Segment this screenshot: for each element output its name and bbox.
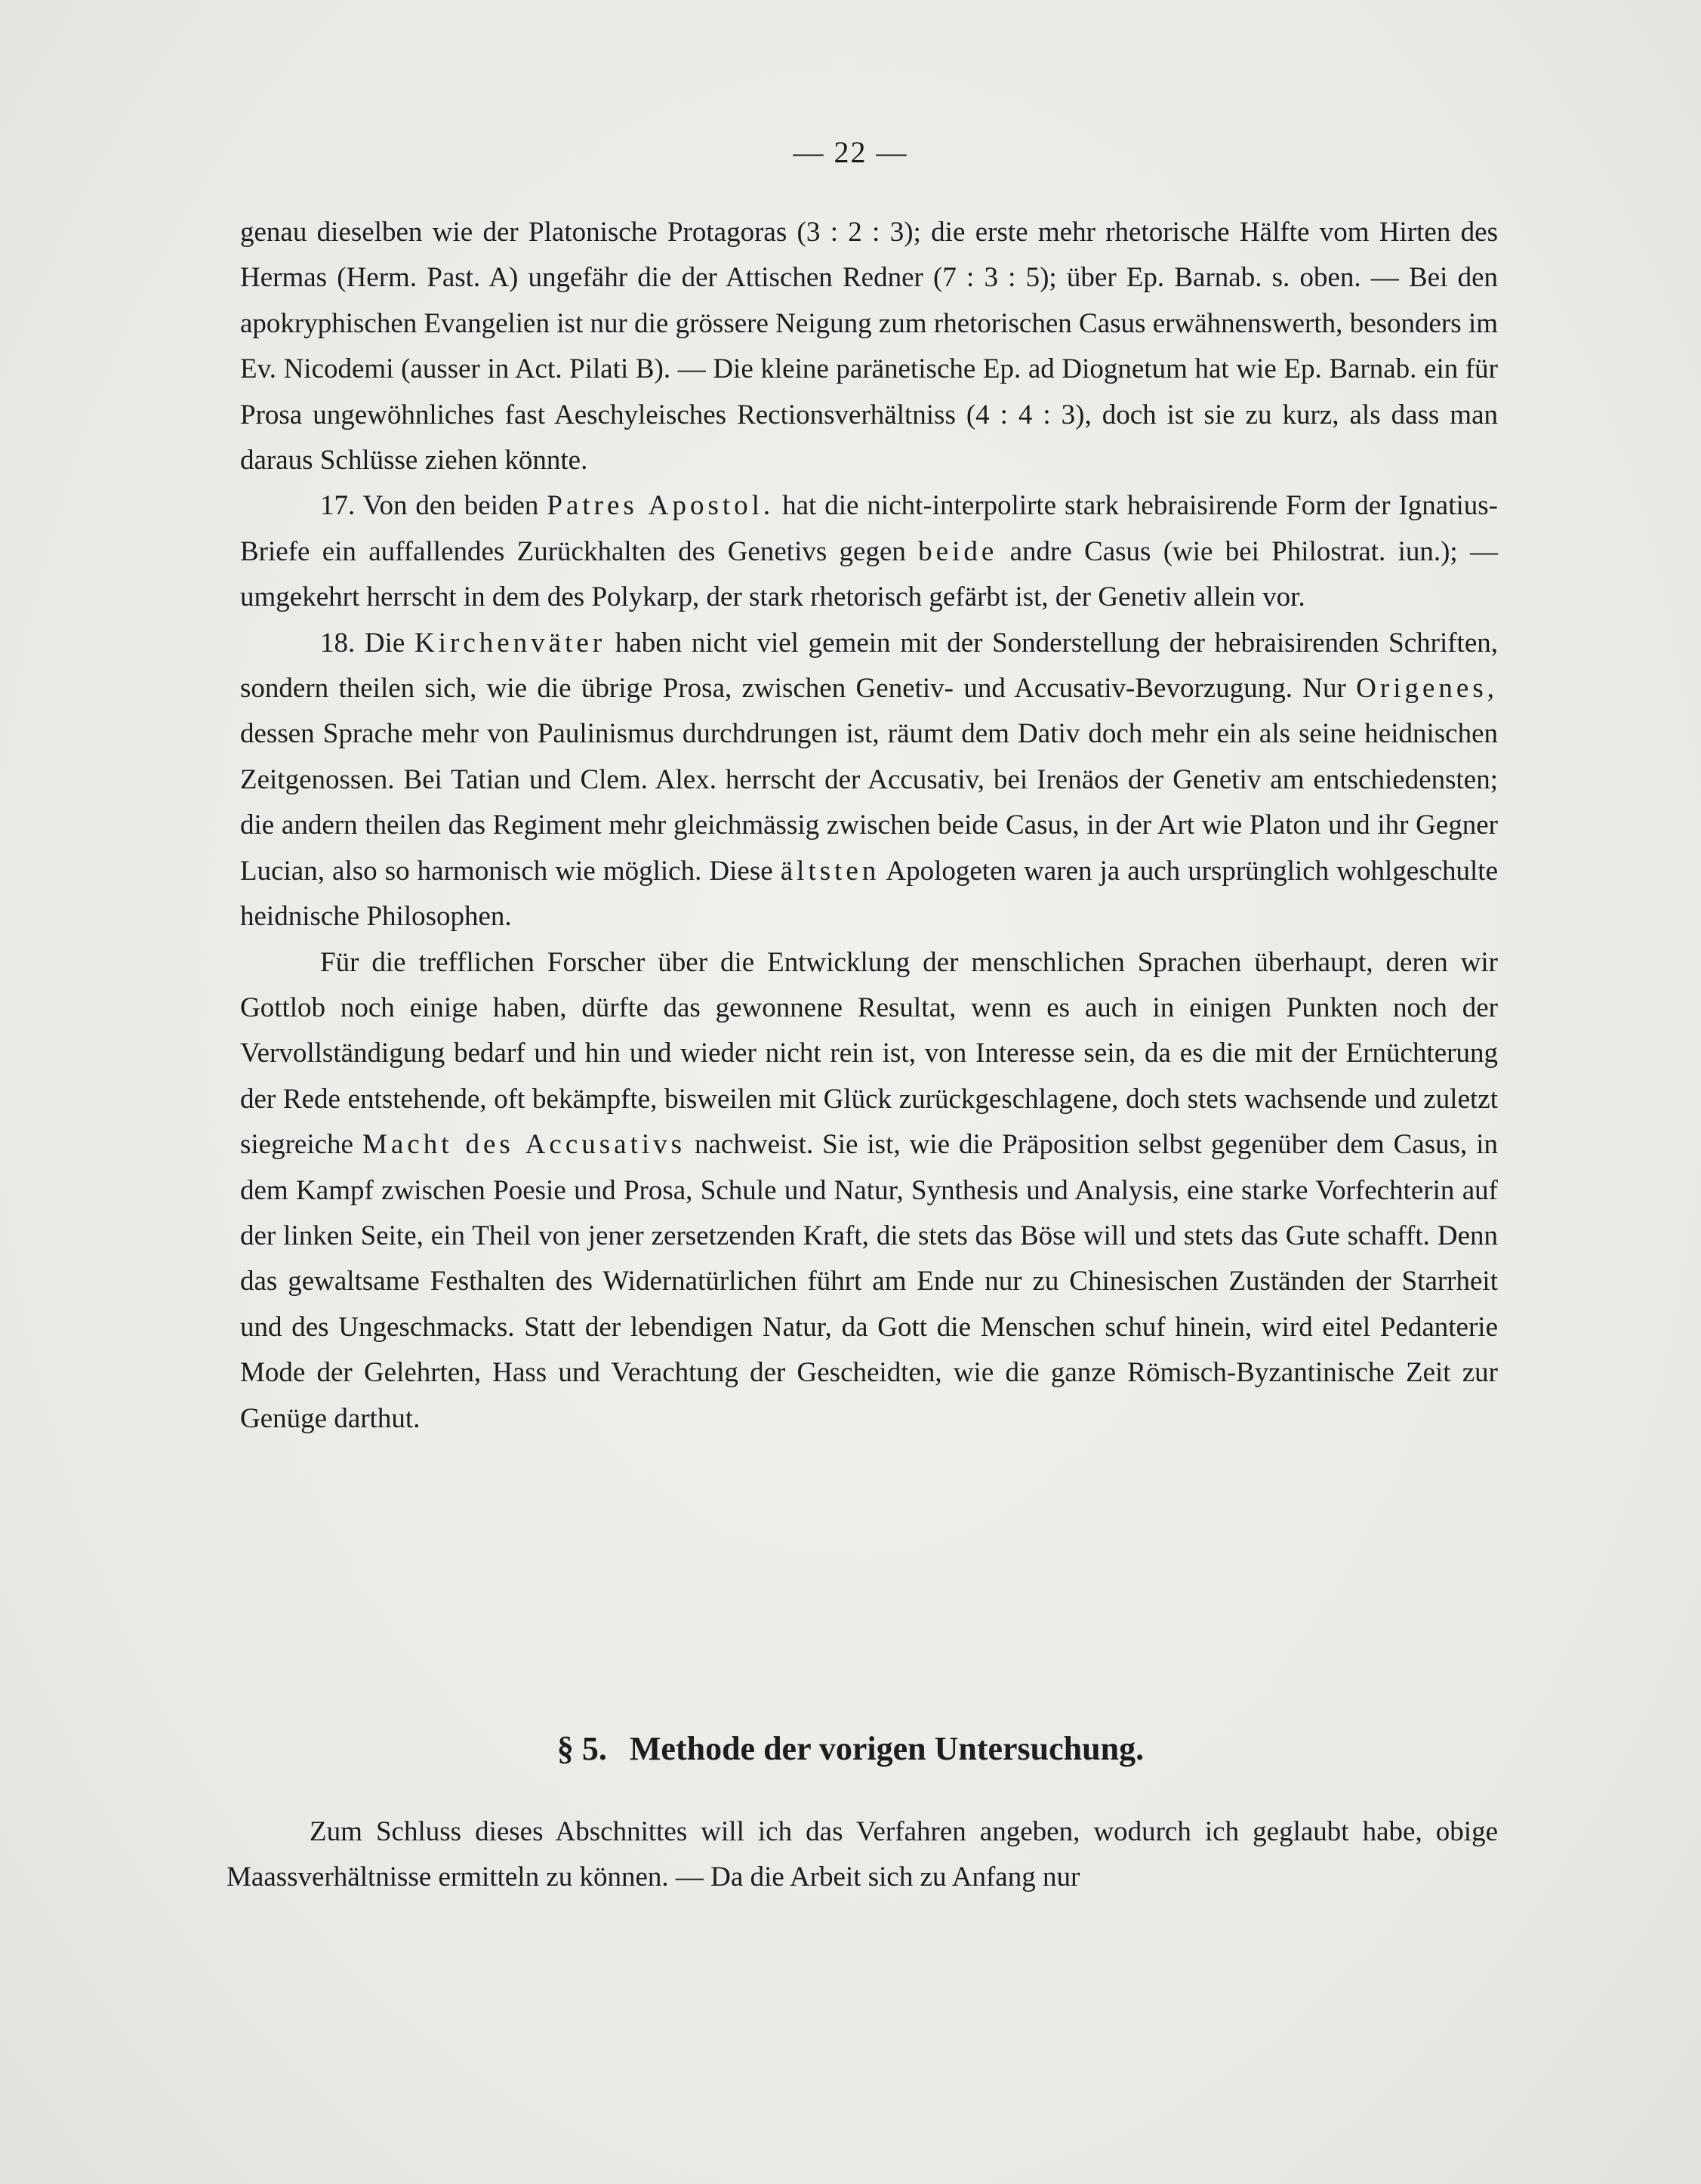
paragraph-18-text-g: Apologeten waren ja auch ursprünglich wohlgeschulte heidnische Philosophen. bbox=[240, 855, 1499, 933]
emphasis-macht-des-accusativs: Macht des Accusativs bbox=[362, 1129, 686, 1161]
paragraph-17-text-e: andre Casus (wie bei Philostrat. iun.); — umgekehrt herrscht in dem des Polykarp, der stark rhetorisch gefärbt ist, der Genetiv allein vor. bbox=[240, 535, 1498, 613]
paragraph-1: genau dieselben wie der Platonische Protagoras (3 : 2 : 3); die erste mehr rhetorische Hälfte vom Hirten des Hermas (Herm. Past. A) ungefähr die der Attischen Redner (7 : 3 : 5); über Ep. Barnab. s. oben. — Bei den apokryphischen Evangelien ist nur die grössere Neigung zum rhetorischen Casus erwähnenswerth, besonders im Ev. Nicodemi (ausser in Act. Pilati B). — Die kleine paränetische Ep. ad Diognetum hat wie Ep. Barnab. ein für Prosa ungewöhnliches fast Aeschyleisches Rectionsverhältniss (4 : 4 : 3), doch ist sie zu kurz, als dass man daraus Schlüsse ziehen könnte. bbox=[240, 217, 1498, 477]
emphasis-patres-apostol: Patres Apostol. bbox=[547, 490, 775, 522]
paragraph-17 bbox=[240, 483, 1498, 620]
paragraph-17-text-c: hat die nicht-interpolirte stark hebraisirende Form der Ignatius-Briefe ein auffallendes Zurückhalten des Genetivs gegen bbox=[240, 490, 1499, 567]
emphasis-kirchenvaeter: Kirchenväter bbox=[414, 627, 606, 659]
paragraph-conclusion-text-a: Für die trefflichen Forscher über die Entwicklung der menschlichen Sprachen überhaupt, deren wir Gottlob noch einige haben, dürfte das gewonnene Resultat, wenn es auch in einigen Punkten noch der Vervollständigung bedarf und hin und wieder nicht rein ist, von Interesse sein, da es die mit der Ernüchterung der Rede entstehende, oft bekämpfte, bisweilen mit Glück zurückgeschlagene, doch stets wachsende und zuletzt siegreiche bbox=[240, 946, 1498, 1161]
paragraph-conclusion bbox=[240, 940, 1498, 1442]
emphasis-beide: beide bbox=[918, 535, 998, 567]
emphasis-origenes: Origenes, bbox=[1356, 673, 1498, 705]
paragraph-18-text-e: dessen Sprache mehr von Paulinismus durchdrungen ist, räumt dem Dativ doch mehr ein als seine heidnischen Zeitgenossen. Bei Tatian und Clem. Alex. herrscht der Accusativ, bei Irenäos der Genetiv am entschiedensten; die andern theilen das Regiment mehr gleichmässig zwischen beide Casus, in der Art wie Platon und ihr Gegner Lucian, also so harmonisch wie möglich. Diese bbox=[240, 718, 1498, 887]
main-text bbox=[240, 210, 1498, 1442]
paragraph-section-5: Zum Schluss dieses Abschnittes will ich das Verfahren angeben, wodurch ich geglaubt habe, obige Maassverhältnisse ermitteln zu können. — Da die Arbeit sich zu Anfang nur bbox=[226, 1816, 1498, 1893]
section-number: § 5. bbox=[556, 1730, 607, 1767]
paragraph-18 bbox=[240, 621, 1498, 940]
paragraph-18-text-a: 18. Die bbox=[320, 627, 405, 659]
section-text bbox=[226, 1809, 1498, 1901]
emphasis-aeltsten: ältsten bbox=[780, 855, 880, 887]
page-number: — 22 — bbox=[793, 135, 908, 169]
paragraph-18-text-c: haben nicht viel gemein mit der Sonderstellung der hebraisirenden Schriften, sondern theilen sich, wie die übrige Prosa, zwischen Genetiv- und Accusativ-Bevorzugung. Nur bbox=[240, 627, 1498, 705]
section-heading bbox=[0, 1729, 1701, 1768]
paragraph-17-text-a: 17. Von den beiden bbox=[320, 490, 539, 522]
section-title: Methode der vorigen Untersuchung. bbox=[629, 1730, 1145, 1767]
paragraph-conclusion-text-c: nachweist. Sie ist, wie die Präposition selbst gegenüber dem Casus, in dem Kampf zwischen Poesie und Prosa, Schule und Natur, Synthesis und Analysis, eine starke Vorfechterin auf der linken Seite, ein Theil von jener zersetzenden Kraft, die stets das Böse will und stets das Gute schafft. Denn das gewaltsame Festhalten des Widernatürlichen führt am Ende nur zu Chinesischen Zuständen der Starrheit und des Ungeschmacks. Statt der lebendigen Natur, da Gott die Menschen schuf hinein, wird eitel Pedanterie Mode der Gelehrten, Hass und Verachtung der Gescheidten, wie die ganze Römisch-Byzantinische Zeit zur Genüge darthut. bbox=[240, 1129, 1498, 1434]
